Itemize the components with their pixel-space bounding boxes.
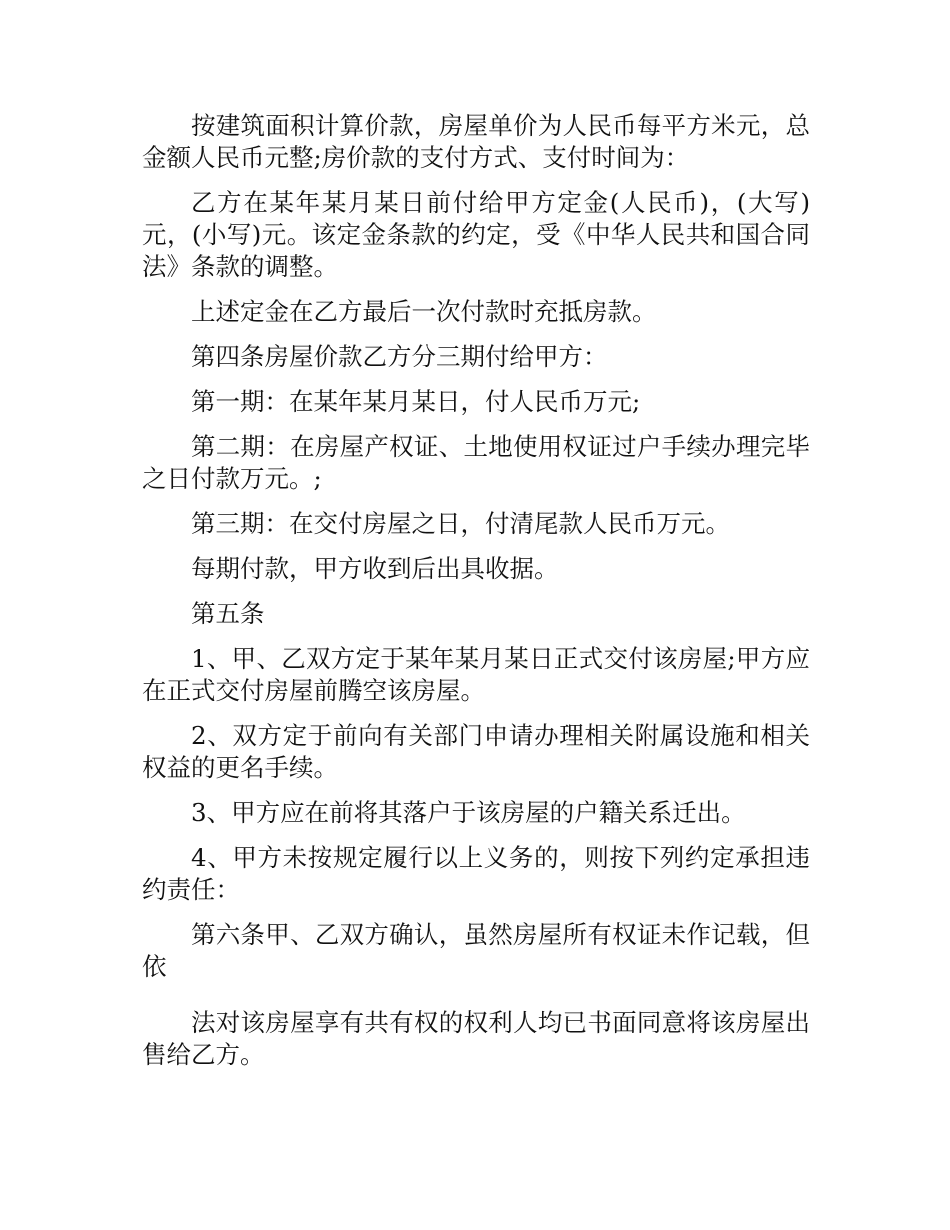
paragraph-article-4: 第四条房屋价款乙方分三期付给甲方： bbox=[191, 342, 608, 371]
paragraph-co-owner-consent: 法对该房屋享有共有权的权利人均已书面同意将该房屋出售给乙方。 bbox=[142, 1008, 810, 1069]
paragraph-deposit: 乙方在某年某月某日前付给甲方定金(人民币)，(大写)元，(小写)元。该定金条款的约定，受《中华人民共和国合同法》条款的调整。 bbox=[142, 188, 810, 281]
document-body bbox=[142, 110, 810, 1084]
paragraph-installment-2: 第二期：在房屋产权证、土地使用权证过户手续办理完毕之日付款万元。; bbox=[142, 432, 810, 493]
paragraph-article-5: 第五条 bbox=[191, 599, 265, 628]
paragraph-price-terms: 按建筑面积计算价款，房屋单价为人民币每平方米元，总金额人民币元整;房价款的支付方式、支付时间为： bbox=[142, 111, 810, 172]
paragraph-breach-liability: 4、甲方未按规定履行以上义务的，则按下列约定承担违约责任： bbox=[142, 843, 810, 904]
paragraph-receipt: 每期付款，甲方收到后出具收据。 bbox=[191, 554, 559, 583]
paragraph-installment-1: 第一期：在某年某月某日，付人民币万元; bbox=[191, 387, 641, 416]
paragraph-article-6: 第六条甲、乙双方确认，虽然房屋所有权证未作记载，但依 bbox=[142, 920, 810, 981]
paragraph-installment-3: 第三期：在交付房屋之日，付清尾款人民币万元。 bbox=[191, 509, 730, 538]
paragraph-household-registration: 3、甲方应在前将其落户于该房屋的户籍关系迁出。 bbox=[191, 798, 746, 827]
paragraph-deposit-offset: 上述定金在乙方最后一次付款时充抵房款。 bbox=[191, 297, 657, 326]
paragraph-rename-procedures: 2、双方定于前向有关部门申请办理相关附属设施和相关权益的更名手续。 bbox=[142, 721, 810, 782]
paragraph-delivery-date: 1、甲、乙双方定于某年某月某日正式交付该房屋;甲方应在正式交付房屋前腾空该房屋。 bbox=[142, 644, 810, 705]
